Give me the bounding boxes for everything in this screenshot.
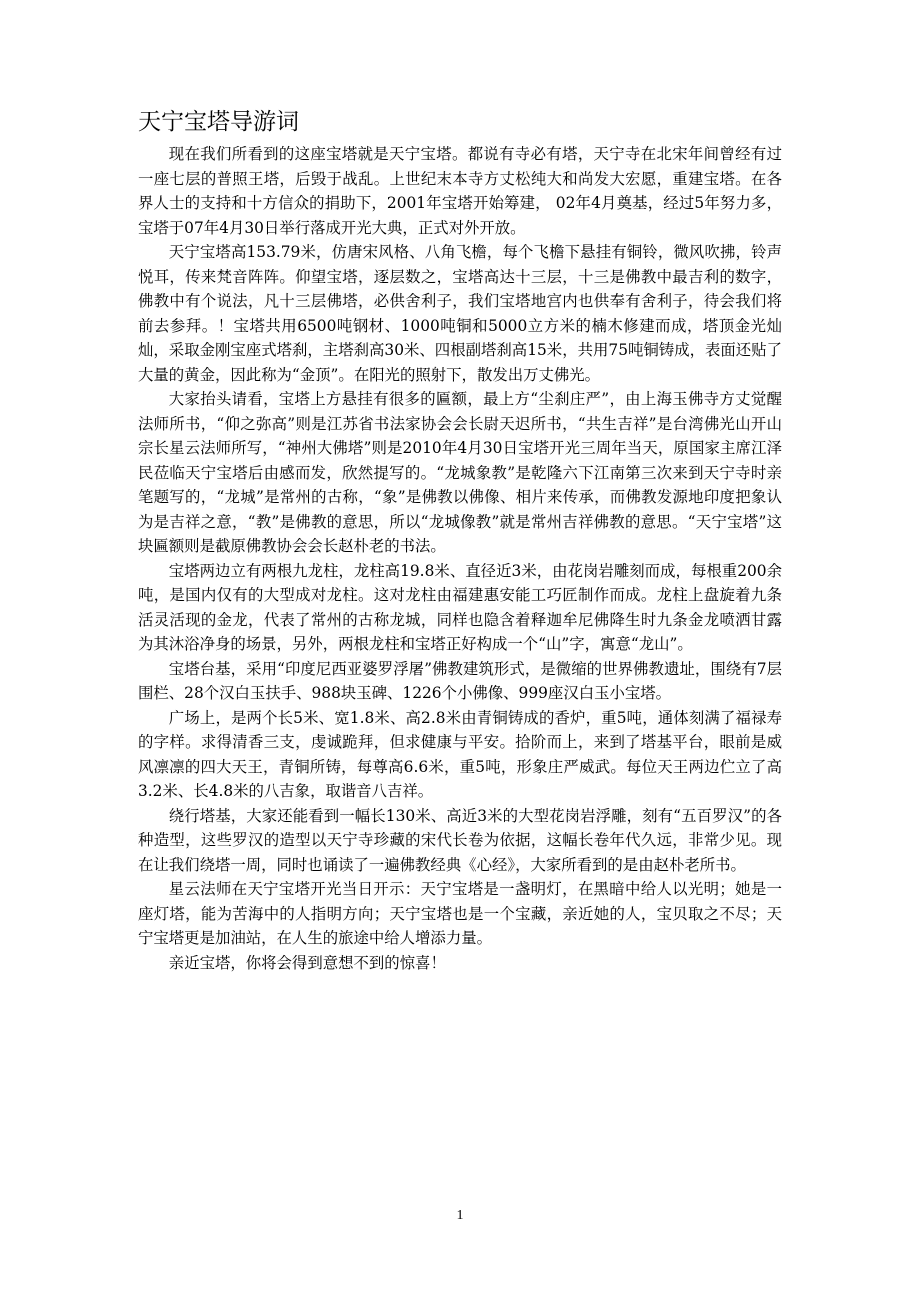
paragraph-dragon-pillars: 宝塔两边立有两根九龙柱，龙柱高19.8米、直径近3米，由花岗岩雕刻而成，每根重200余吨，是国内仅有的大型成对龙柱。这对龙柱由福建惠安能工巧匠制作而成。龙柱上盘旋着九条活灵活现的金龙，代表了常州的古称龙城，同样也隐含着释迦牟尼佛降生时九条金龙喷洒甘露为其沐浴净身的场景，另外，两根龙柱和宝塔正好构成一个“山”字，寓意“龙山”。	[138, 561, 782, 653]
paragraph-intro: 现在我们所看到的这座宝塔就是天宁宝塔。都说有寺必有塔，天宁寺在北宋年间曾经有过一座七层的普照王塔，后毁于战乱。上世纪末本寺方丈松纯大和尚发大宏愿，重建宝塔。在各界人士的支持和十方信众的捐助下，2001年宝塔开始筹建， 02年4月奠基，经过5年努力多，宝塔于07年4月30日举行落成开光大典，正式对外开放。	[138, 145, 782, 237]
paragraph-square: 广场上，是两个长5米、宽1.8米、高2.8米由青铜铸成的香炉，重5吨，通体刻满了福禄寿的字样。求得清香三支，虔诚跪拜，但求健康与平安。拾阶而上，来到了塔基平台，眼前是威风凛凛的四大天王，青铜所铸，每尊高6.6米，重5吨，形象庄严威武。每位天王两边伫立了高3.2米、长4.8米的八吉象，取谐音八吉祥。	[138, 708, 782, 800]
document-title: 天宁宝塔导游词	[138, 109, 299, 135]
document-body	[138, 102, 782, 975]
paragraph-relief: 绕行塔基，大家还能看到一幅长130米、高近3米的大型花岗岩浮雕，刻有“五百罗汉”的各种造型，这些罗汉的造型以天宁寺珍藏的宋代长卷为依据，这幅长卷年代久远，非常少见。现在让我们绕塔一周，同时也诵读了一遍佛教经典《心经》，大家所看到的是由赵朴老所书。	[138, 806, 782, 874]
paragraph-closing: 亲近宝塔，你将会得到意想不到的惊喜！	[168, 953, 446, 972]
page-number: 1	[456, 1208, 464, 1223]
paragraph-master-xingyun: 星云法师在天宁宝塔开光当日开示：天宁宝塔是一盏明灯，在黑暗中给人以光明；她是一座灯塔，能为苦海中的人指明方向；天宁宝塔也是一个宝藏，亲近她的人，宝贝取之不尽；天宁宝塔更是加油站，在人生的旅途中给人增添力量。	[138, 880, 782, 947]
paragraph-plaques: 大家抬头请看，宝塔上方悬挂有很多的匾额，最上方“尘刹庄严”，由上海玉佛寺方丈觉醒法师所书，“仰之弥高”则是江苏省书法家协会会长尉天迟所书，“共生吉祥”是台湾佛光山开山宗长星云法师所写，“神州大佛塔”则是2010年4月30日宝塔开光三周年当天，原国家主席江泽民莅临天宁宝塔后由感而发，欣然提写的。“龙城象教”是乾隆六下江南第三次来到天宁寺时亲笔题写的，“龙城”是常州的古称，“象”是佛教以佛像、相片来传承，而佛教发源地印度把象认为是吉祥之意，“教”是佛教的意思，所以“龙城像教”就是常州吉祥佛教的意思。“天宁宝塔”这块匾额则是截原佛教协会会长赵朴老的书法。	[138, 390, 782, 555]
paragraph-pagoda-height: 天宁宝塔高153.79米，仿唐宋风格、八角飞檐，每个飞檐下悬挂有铜铃，微风吹拂，铃声悦耳，传来梵音阵阵。仰望宝塔，逐层数之，宝塔高达十三层，十三是佛教中最吉利的数字，佛教中有个说法，凡十三层佛塔，必供舍利子，我们宝塔地宫内也供奉有舍利子，待会我们将前去参拜。！宝塔共用6500吨钢材、1000吨铜和5000立方米的楠木修建而成，塔顶金光灿灿，采取金刚宝座式塔刹，主塔刹高30米、四根副塔刹高15米，共用75吨铜铸成，表面还贴了大量的黄金，因此称为“金顶”。在阳光的照射下，散发出万丈佛光。	[138, 243, 782, 384]
paragraph-base: 宝塔台基，采用“印度尼西亚婆罗浮屠”佛教建筑形式，是微缩的世界佛教遗址，围绕有7层围栏、28个汉白玉扶手、988块玉碑、1226个小佛像、999座汉白玉小宝塔。	[138, 659, 782, 702]
